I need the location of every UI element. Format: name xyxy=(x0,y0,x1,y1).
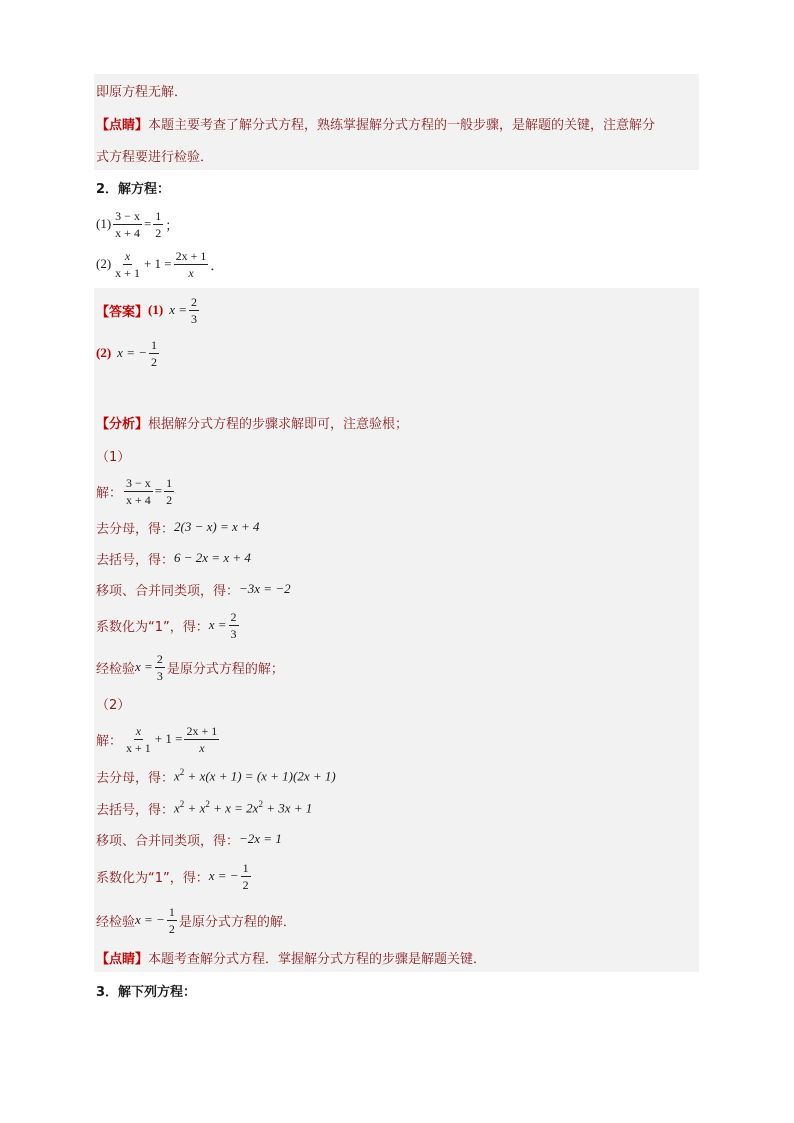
answer-lhs: x = xyxy=(169,302,187,317)
document-page xyxy=(94,74,699,1008)
check-label: 经检验 xyxy=(96,661,136,677)
analysis-part-2-label xyxy=(94,688,699,718)
step-lhs: x = xyxy=(208,617,227,632)
analysis-1-step-4 xyxy=(94,604,699,646)
analysis-2-check xyxy=(94,898,699,942)
analysis-tag: 【分析】 xyxy=(96,416,149,432)
plus-one: + 1 = xyxy=(154,731,183,746)
dianjing-1 xyxy=(94,106,699,140)
punctuation: ； xyxy=(165,218,179,234)
analysis-1-equation: 解： $\frac{3 - x}{x + 4}$ = $\frac{1}{2}$ xyxy=(94,470,699,512)
step-label: 系数化为“1”，得： xyxy=(96,619,209,635)
question-3-title xyxy=(94,972,699,1008)
analysis-header xyxy=(94,404,699,440)
fraction: $\frac{2x + 1}{x}$ xyxy=(175,248,207,280)
analysis-1-step-3 xyxy=(94,574,699,604)
step-lhs: x = − xyxy=(208,868,239,883)
step-label: 去括号，得： xyxy=(96,552,175,568)
step-label: 去分母，得： xyxy=(96,770,175,786)
dianjing-text: 本题主要考查了解分式方程，熟练掌握解分式方程的一般步骤，是解题的关键，注意解分 xyxy=(148,117,656,133)
punctuation: ． xyxy=(210,258,224,274)
fraction: $\frac{1}{2}$ xyxy=(166,475,173,507)
answer-label: (2) xyxy=(96,345,112,360)
dianjing-text-cont: 式方程要进行检验． xyxy=(96,149,214,165)
question-2-item-1 xyxy=(94,204,699,244)
paragraph-no-solution xyxy=(94,74,699,106)
no-solution-text: 即原方程无解． xyxy=(96,84,188,100)
fraction: $\frac{x}{x + 1}$ xyxy=(115,248,140,280)
question-title: 2．解方程： xyxy=(96,181,171,197)
fraction: $\frac{1}{2}$ xyxy=(155,208,162,240)
solve-label: 解： xyxy=(96,733,123,749)
fraction: $\frac{2}{3}$ xyxy=(230,609,237,641)
step-label: 去分母，得： xyxy=(96,521,175,537)
plus-one: + 1 = xyxy=(143,256,172,271)
step-equation: 2(3 − x) = x + 4 xyxy=(174,519,260,534)
answer-line-2 xyxy=(94,332,699,374)
dianjing-2 xyxy=(94,942,699,972)
fraction: $\frac{2}{3}$ xyxy=(190,294,197,326)
part-label: （2） xyxy=(96,697,131,713)
fraction: $\frac{1}{2}$ xyxy=(151,337,157,369)
equals-sign: = xyxy=(143,216,152,231)
dianjing-tag: 【点睛】 xyxy=(96,117,149,133)
fraction: $\frac{x}{x + 1}$ xyxy=(126,723,151,755)
item-label: (2) xyxy=(96,256,112,271)
answer-lhs: x = − xyxy=(117,345,147,360)
analysis-2-step-4 xyxy=(94,854,699,898)
item-label: (1) xyxy=(96,216,112,231)
check-label: 经检验 xyxy=(96,914,136,930)
solve-label: 解： xyxy=(96,485,123,501)
answer-label: (1) xyxy=(148,302,164,317)
step-label: 移项、合并同类项，得： xyxy=(96,833,240,849)
fraction: $\frac{3 - x}{x + 4}$ xyxy=(115,208,140,240)
dianjing-tag: 【点睛】 xyxy=(96,951,149,967)
fraction: $\frac{3 - x}{x + 4}$ xyxy=(126,475,151,507)
check-text: 是原分式方程的解． xyxy=(178,914,296,930)
analysis-1-step-1 xyxy=(94,512,699,542)
step-label: 系数化为“1”，得： xyxy=(96,870,209,886)
analysis-2-step-1 xyxy=(94,760,699,792)
analysis-text: 根据解分式方程的步骤求解即可，注意验根； xyxy=(148,416,409,432)
step-equation: −2x = 1 xyxy=(239,831,282,846)
fraction: $\frac{1}{2}$ xyxy=(168,904,175,936)
dianjing-1-cont xyxy=(94,140,699,170)
answer-line-1 xyxy=(94,288,699,332)
fraction: $\frac{2}{3}$ xyxy=(156,651,163,683)
answer-spacer xyxy=(94,374,699,404)
step-label: 去括号，得： xyxy=(96,802,175,818)
fraction: $\frac{2x + 1}{x}$ xyxy=(186,723,218,755)
step-equation: 6 − 2x = x + 4 xyxy=(174,550,251,565)
analysis-1-step-2 xyxy=(94,542,699,574)
check-text: 是原分式方程的解； xyxy=(166,661,284,677)
question-2-title xyxy=(94,170,699,204)
fraction: $\frac{1}{2}$ xyxy=(242,860,249,892)
analysis-2-equation xyxy=(94,718,699,760)
analysis-part-1-label xyxy=(94,440,699,470)
part-label: （1） xyxy=(96,449,131,465)
dianjing-text: 本题考查解分式方程．掌握解分式方程的步骤是解题关键． xyxy=(148,951,487,967)
analysis-2-step-2 xyxy=(94,792,699,824)
check-lhs: x = xyxy=(135,659,153,674)
step-label: 移项、合并同类项，得： xyxy=(96,583,240,599)
question-2-item-2 xyxy=(94,244,699,284)
step-equation: $x^2 + x(x + 1) = (x + 1)(2x + 1)$ xyxy=(174,767,336,784)
check-lhs: x = − xyxy=(135,912,165,927)
step-equation: $x^2 + x^2 + x = 2x^2 + 3x + 1$ xyxy=(174,799,313,816)
question-title: 3．解下列方程： xyxy=(96,984,197,1000)
step-equation: −3x = −2 xyxy=(239,581,291,596)
analysis-2-step-3 xyxy=(94,824,699,854)
answer-tag: 【答案】 xyxy=(96,304,149,320)
analysis-1-check xyxy=(94,646,699,688)
